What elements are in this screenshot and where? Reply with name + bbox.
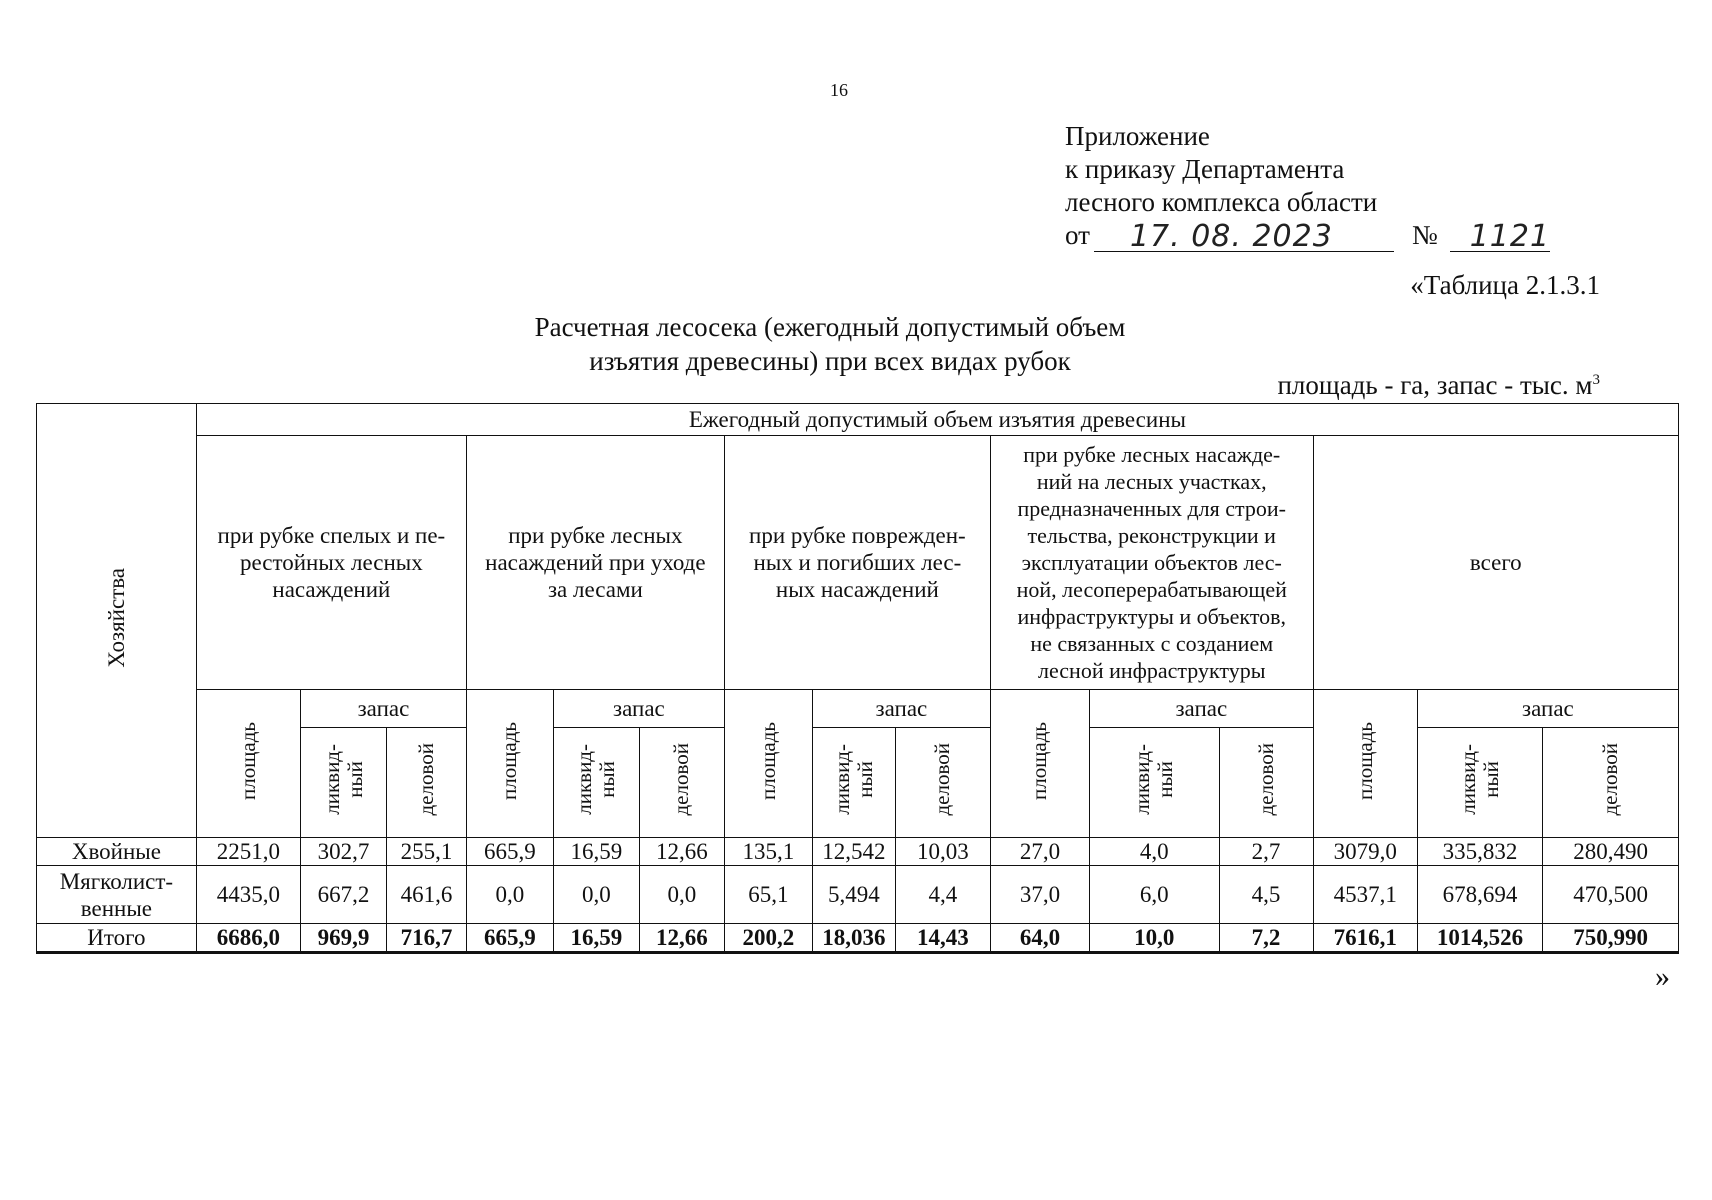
cell: 4537,1 (1313, 866, 1417, 924)
page-number: 16 (830, 80, 848, 100)
cell: 16,59 (553, 924, 639, 953)
row-name-softwood: Мягколист- венные (37, 866, 197, 924)
number-underline (1450, 221, 1550, 252)
units-note (1277, 370, 1600, 401)
appendix-line-2: к приказу Департамента (1065, 154, 1345, 184)
closing-quote: » (1655, 960, 1670, 993)
header-stock-4: запас (1090, 690, 1314, 728)
cell: 200,2 (724, 924, 812, 953)
appendix-block (1065, 120, 1550, 252)
header-business-2: деловой (639, 728, 724, 838)
cell: 4435,0 (196, 866, 300, 924)
header-area-1: площадь (196, 690, 300, 838)
cell: 7616,1 (1313, 924, 1417, 953)
title-line-2: изъятия древесины) при всех видах рубок (589, 346, 1071, 376)
handwritten-number: 1121 (1469, 219, 1551, 254)
cell: 27,0 (990, 838, 1089, 866)
cell: 64,0 (990, 924, 1089, 953)
number-prefix: № (1411, 220, 1438, 250)
cell: 665,9 (466, 924, 553, 953)
header-farms: Хозяйства (37, 404, 197, 838)
header-group-mature: при рубке спелых и пе- рестойных лесных насаждений (196, 436, 466, 690)
table-title (480, 310, 1180, 378)
header-business-5: деловой (1543, 728, 1679, 838)
cell: 5,494 (812, 866, 895, 924)
header-liquid-4: ликвид- ный (1090, 728, 1219, 838)
title-line-1: Расчетная лесосека (ежегодный допустимый объем (534, 312, 1126, 342)
cell: 12,542 (812, 838, 895, 866)
date-underline (1094, 221, 1394, 252)
cell: 1014,526 (1417, 924, 1542, 953)
appendix-line-3: лесного комплекса области (1065, 187, 1378, 217)
cell: 302,7 (301, 838, 387, 866)
cell: 12,66 (639, 924, 724, 953)
cell: 10,03 (895, 838, 990, 866)
header-liquid-2: ликвид- ный (553, 728, 639, 838)
header-area-4: площадь (990, 690, 1089, 838)
units-superscript: 3 (1592, 372, 1600, 388)
cell: 255,1 (387, 838, 467, 866)
table-row (37, 866, 1679, 924)
header-stock-2: запас (553, 690, 724, 728)
table-label: «Таблица 2.1.3.1 (1410, 270, 1600, 300)
header-stock-1: запас (301, 690, 467, 728)
cell: 0,0 (553, 866, 639, 924)
cell: 4,4 (895, 866, 990, 924)
cell: 6686,0 (196, 924, 300, 953)
cell: 37,0 (990, 866, 1089, 924)
header-business-4: деловой (1219, 728, 1313, 838)
cell: 2,7 (1219, 838, 1313, 866)
header-business-3: деловой (895, 728, 990, 838)
cell: 14,43 (895, 924, 990, 953)
header-area-3: площадь (724, 690, 812, 838)
cell: 0,0 (466, 866, 553, 924)
header-group-damaged: при рубке поврежден- ных и погибших лес- ных насаждений (724, 436, 990, 690)
appendix-date-row (1065, 219, 1550, 252)
cell: 678,694 (1417, 866, 1542, 924)
cell: 470,500 (1543, 866, 1679, 924)
header-area-2: площадь (466, 690, 553, 838)
cell: 667,2 (301, 866, 387, 924)
cell: 6,0 (1090, 866, 1219, 924)
header-annual: Ежегодный допустимый объем изъятия древесины (196, 404, 1678, 436)
appendix-line-1: Приложение (1065, 121, 1210, 151)
cell: 12,66 (639, 838, 724, 866)
header-stock-5: запас (1417, 690, 1678, 728)
allowable-cut-table (36, 403, 1679, 954)
cell: 10,0 (1090, 924, 1219, 953)
cell: 16,59 (553, 838, 639, 866)
cell: 135,1 (724, 838, 812, 866)
cell: 969,9 (301, 924, 387, 953)
header-business-1: деловой (387, 728, 467, 838)
header-liquid-1: ликвид- ный (301, 728, 387, 838)
header-stock-3: запас (812, 690, 990, 728)
cell: 18,036 (812, 924, 895, 953)
cell: 335,832 (1417, 838, 1542, 866)
units-text: площадь - га, запас - тыс. м (1277, 370, 1593, 400)
cell: 4,0 (1090, 838, 1219, 866)
handwritten-date: 17. 08. 2023 (1129, 219, 1333, 254)
cell: 3079,0 (1313, 838, 1417, 866)
table-row-total (37, 924, 1679, 953)
row-name-conifer: Хвойные (37, 838, 197, 866)
cell: 750,990 (1543, 924, 1679, 953)
header-group-thinning: при рубке лесных насаждений при уходе за лесами (466, 436, 724, 690)
header-group-infrastructure: при рубке лесных насажде- ний на лесных участках, предназначенных для строи- тельства, реконструкции и эксплуатации объектов лес- ной, лесоперерабатывающей инфраструктуры и объектов, не связанных с созданием лесной инфраструктуры (990, 436, 1313, 690)
row-name-total: Итого (37, 924, 197, 953)
table-row (37, 838, 1679, 866)
cell: 716,7 (387, 924, 467, 953)
cell: 2251,0 (196, 838, 300, 866)
header-group-total: всего (1313, 436, 1678, 690)
date-prefix: от (1065, 220, 1090, 250)
cell: 665,9 (466, 838, 553, 866)
cell: 65,1 (724, 866, 812, 924)
cell: 4,5 (1219, 866, 1313, 924)
header-liquid-5: ликвид- ный (1417, 728, 1542, 838)
cell: 7,2 (1219, 924, 1313, 953)
cell: 280,490 (1543, 838, 1679, 866)
header-area-5: площадь (1313, 690, 1417, 838)
cell: 0,0 (639, 866, 724, 924)
header-liquid-3: ликвид- ный (812, 728, 895, 838)
cell: 461,6 (387, 866, 467, 924)
